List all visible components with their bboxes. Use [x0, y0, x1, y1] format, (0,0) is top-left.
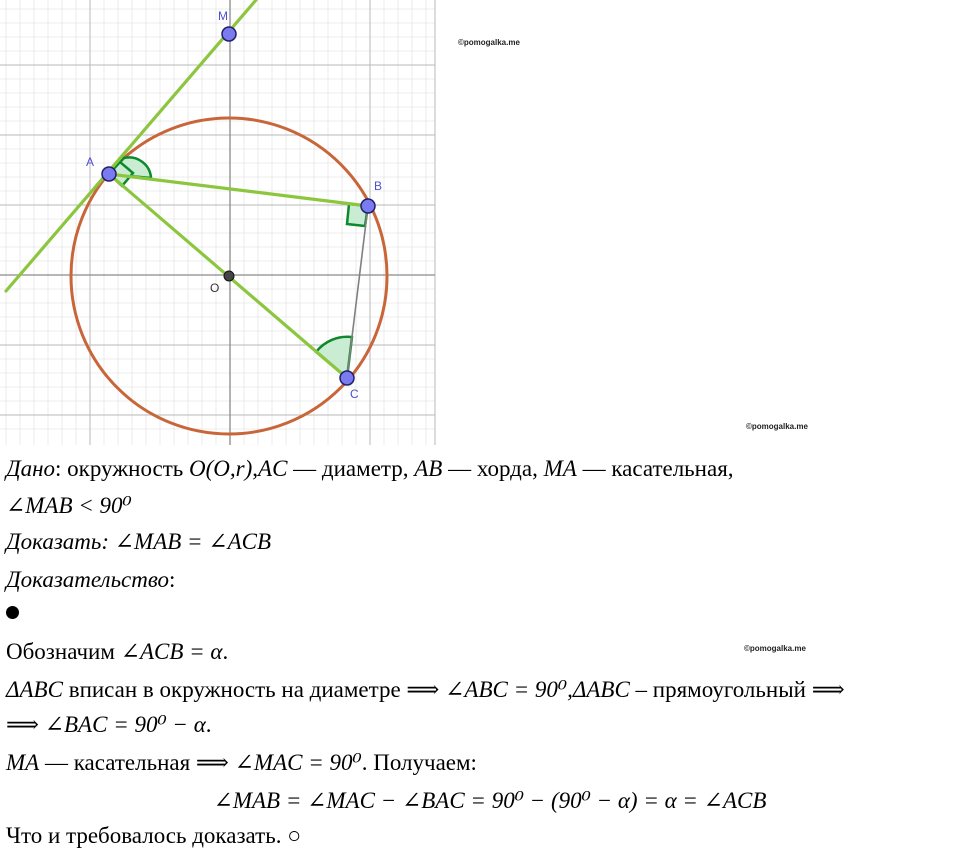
given-text: , — [252, 456, 259, 481]
watermark: ©pomogalka.me — [744, 644, 806, 653]
given-line-1 — [6, 455, 734, 483]
bullet — [6, 606, 19, 619]
proof-math: ∠ACB = α — [120, 639, 223, 664]
label-c: C — [350, 387, 359, 401]
prove-line — [6, 528, 271, 556]
qed-mark: ○ — [287, 823, 302, 848]
proof-text: . — [205, 712, 212, 737]
proof-math: ∠MAB = ∠MAC − ∠BAC = 90⁰ − (90⁰ − α) = α = ∠ACB — [213, 788, 767, 813]
given-text: : окружность — [55, 456, 190, 481]
given-label: Дано — [6, 456, 56, 481]
proof-text: Что и требовалось доказать. — [6, 823, 288, 848]
proof-line-6 — [6, 822, 301, 850]
chord-ab — [109, 174, 368, 206]
watermark: ©pomogalka.me — [458, 38, 520, 47]
proof-header — [6, 566, 175, 594]
given-circle: O(O,r) — [189, 456, 253, 481]
point-b — [361, 199, 375, 213]
given-ab: AB — [414, 456, 443, 481]
given-ac: AC — [258, 456, 288, 481]
label-a: A — [86, 155, 95, 169]
given-ma: MA — [543, 456, 577, 481]
proof-line-5 — [0, 787, 960, 815]
given-text: — диаметр, — [287, 456, 415, 481]
proof-math: ∠BAC = 90⁰ − α — [44, 712, 206, 737]
proof-math: ΔABC — [6, 677, 63, 702]
proof-text: . — [222, 639, 229, 664]
proof-math: MA — [6, 750, 40, 775]
given-line-2 — [6, 492, 132, 520]
proof-text: — касательная ⟹ — [39, 750, 235, 775]
chord-bc — [347, 206, 368, 378]
proof-text: . Получаем: — [361, 750, 477, 775]
prove-statement: ∠MAB = ∠ACB — [109, 529, 272, 554]
point-c — [340, 371, 354, 385]
given-text: — хорда, — [442, 456, 544, 481]
given-text: — касательная, — [576, 456, 734, 481]
proof-line-1 — [6, 638, 228, 666]
prove-label: Доказать: — [6, 529, 110, 554]
tangent-line-ma — [6, 0, 256, 291]
label-m: M — [218, 9, 228, 23]
proof-colon: : — [169, 567, 176, 592]
geometry-figure — [0, 0, 440, 445]
watermark: ©pomogalka.me — [746, 422, 808, 431]
proof-label: Доказательство — [6, 567, 170, 592]
proof-math: ∠ABC = 90⁰,ΔABC — [445, 677, 630, 702]
label-b: B — [374, 179, 383, 193]
proof-line-3 — [6, 711, 212, 739]
proof-text: Обозначим — [6, 639, 121, 664]
point-m — [222, 27, 236, 41]
proof-text: вписан в окружность на диаметре ⟹ — [62, 677, 446, 702]
proof-text: – прямоугольный ⟹ — [629, 677, 845, 702]
proof-math: ∠MAC = 90⁰ — [234, 750, 362, 775]
given-angle: ∠MAB < 90⁰ — [6, 493, 132, 518]
point-o — [224, 271, 234, 281]
proof-line-4 — [6, 749, 477, 777]
proof-text: ⟹ — [6, 712, 45, 737]
label-o: O — [210, 281, 220, 295]
point-a — [102, 167, 116, 181]
proof-line-2 — [6, 676, 845, 704]
